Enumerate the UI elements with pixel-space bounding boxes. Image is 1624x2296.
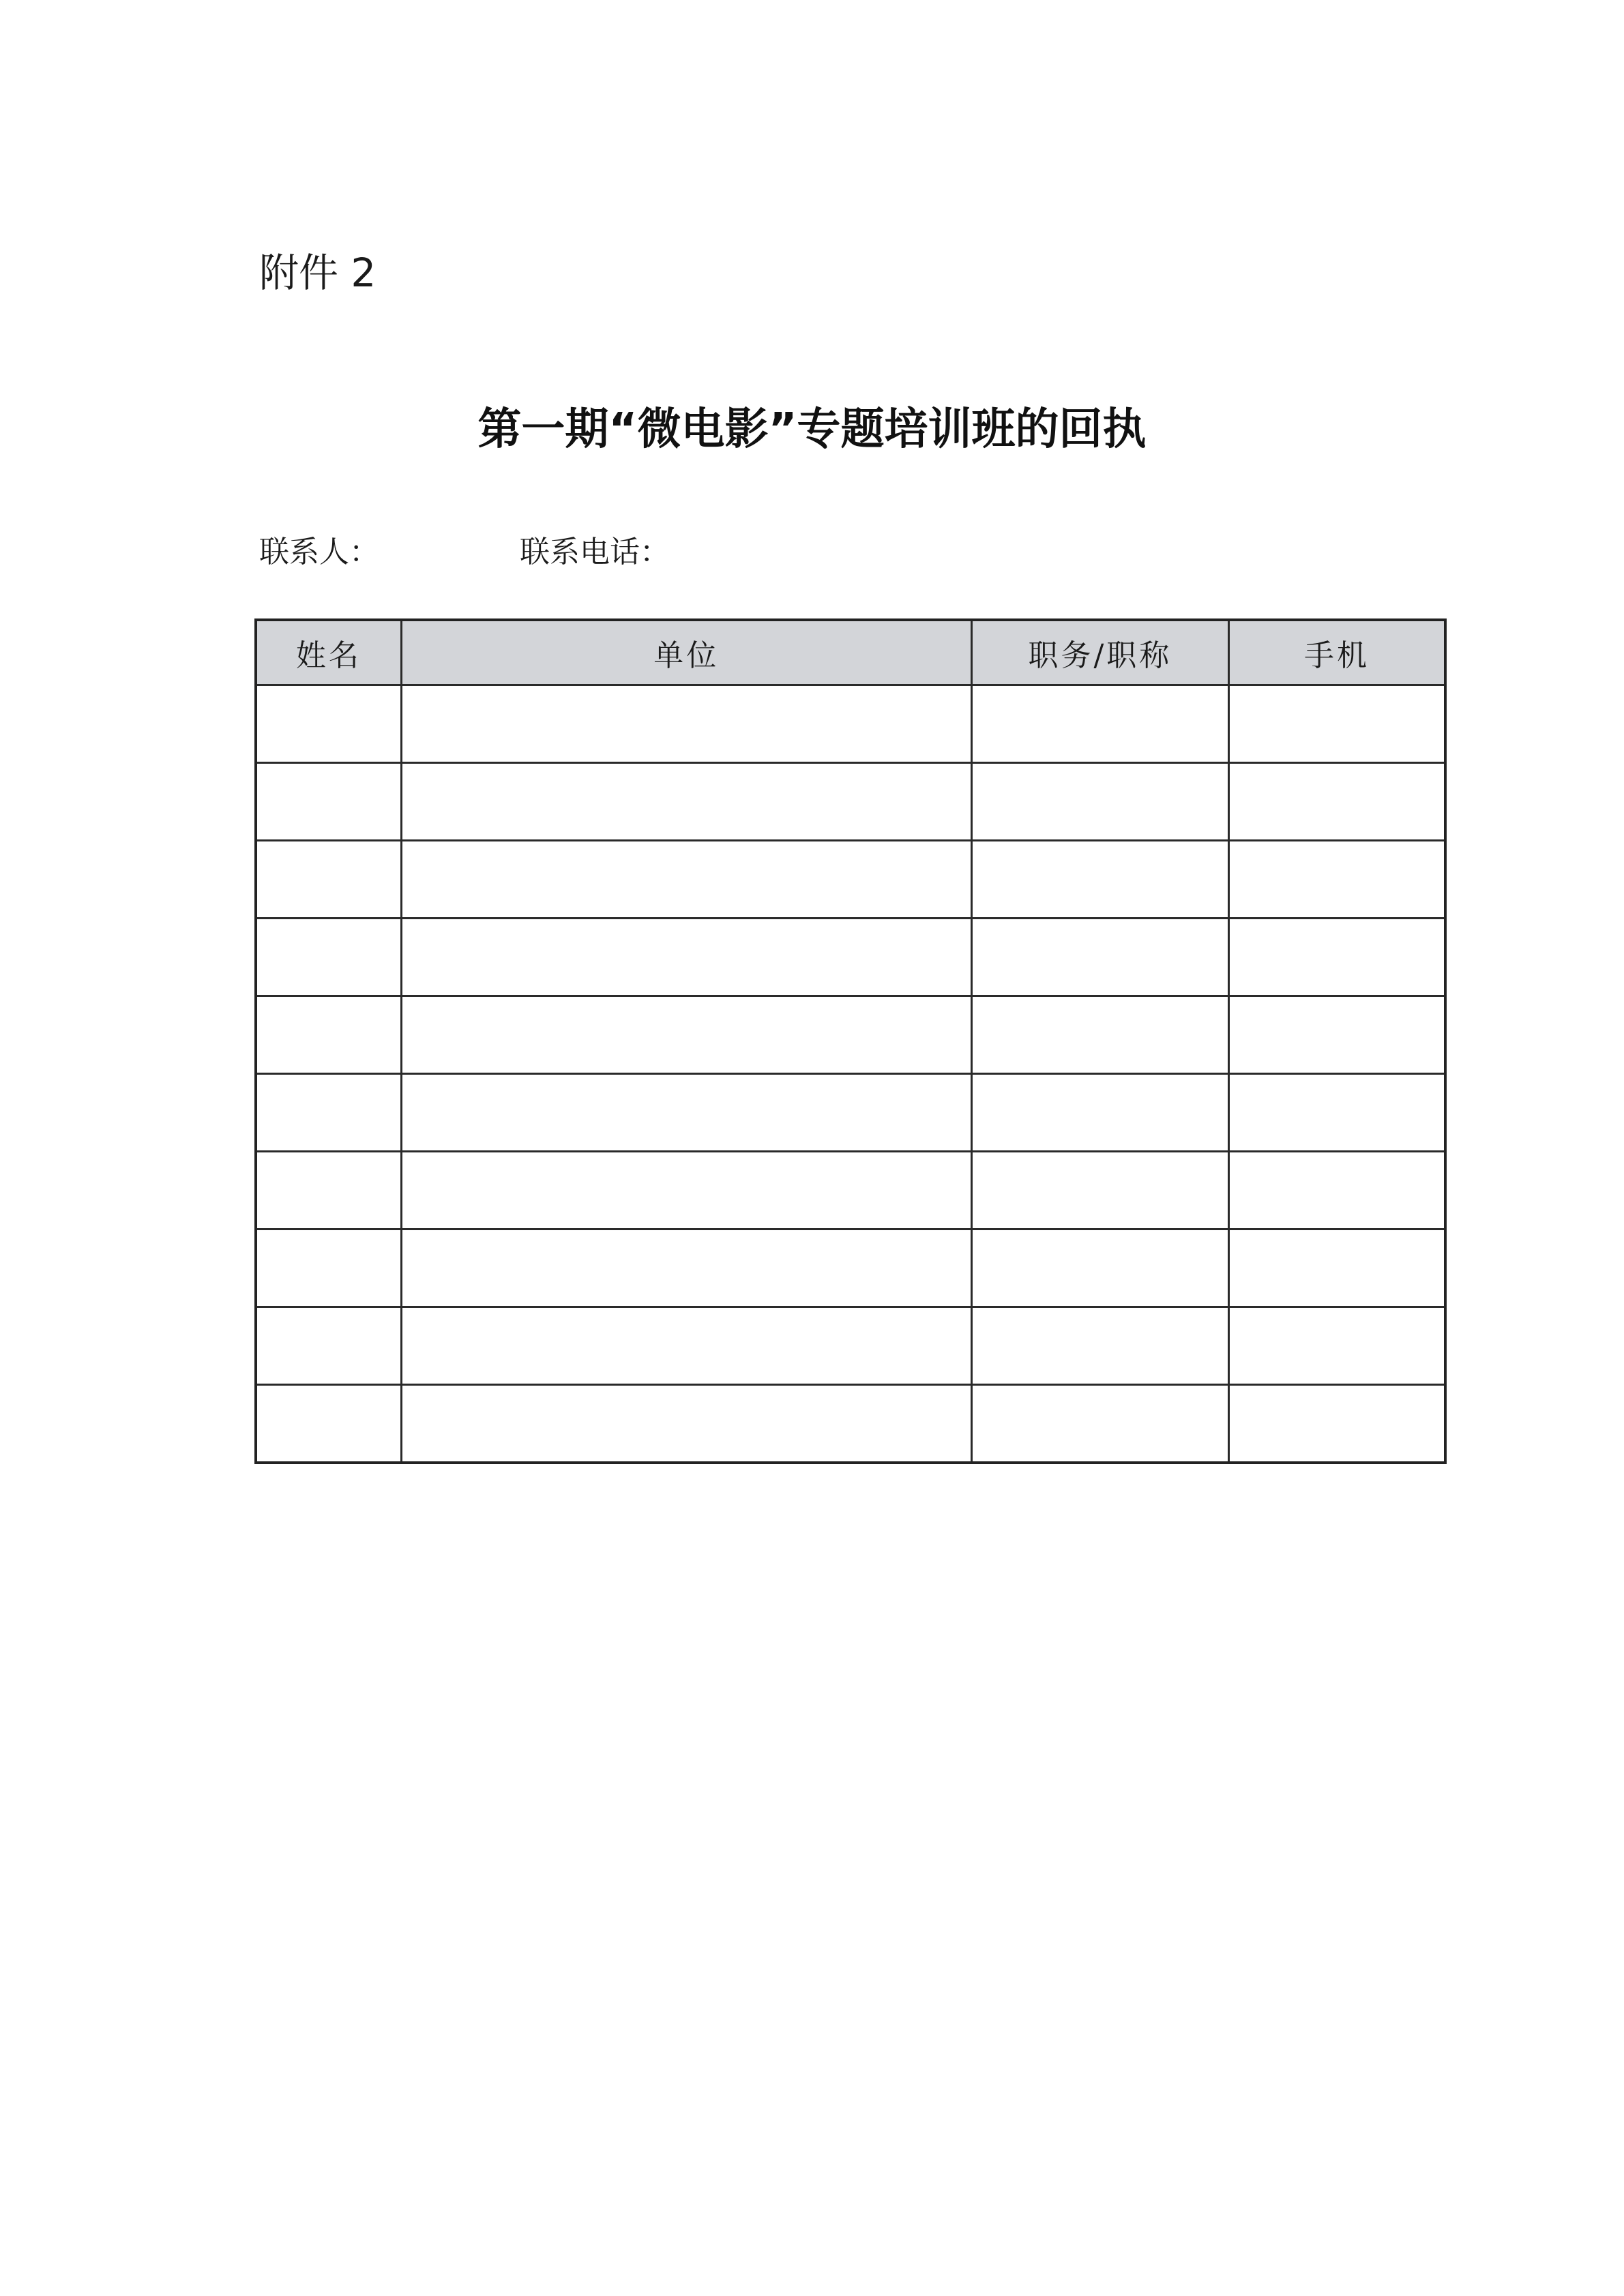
column-header-position: 职务/职称 <box>971 620 1228 685</box>
table-row <box>256 919 1445 996</box>
table-row <box>256 763 1445 841</box>
table-row <box>256 1307 1445 1385</box>
table-row <box>256 1385 1445 1463</box>
table-cell-mobile[interactable] <box>1229 685 1445 763</box>
table-cell-position[interactable] <box>971 1152 1228 1229</box>
table-cell-unit[interactable] <box>401 1229 971 1307</box>
table-cell-name[interactable] <box>256 996 401 1074</box>
table-cell-mobile[interactable] <box>1229 919 1445 996</box>
table-cell-name[interactable] <box>256 763 401 841</box>
table-cell-unit[interactable] <box>401 685 971 763</box>
contact-person-label: 联系人： <box>259 535 379 569</box>
table-cell-name[interactable] <box>256 685 401 763</box>
table-cell-unit[interactable] <box>401 919 971 996</box>
table-cell-position[interactable] <box>971 1074 1228 1152</box>
table-row <box>256 1229 1445 1307</box>
column-header-mobile: 手机 <box>1229 620 1445 685</box>
table-row <box>256 1152 1445 1229</box>
table-cell-unit[interactable] <box>401 1152 971 1229</box>
table-cell-unit[interactable] <box>401 841 971 919</box>
table-cell-name[interactable] <box>256 1074 401 1152</box>
table-row <box>256 841 1445 919</box>
registration-table <box>254 618 1447 1464</box>
table-cell-mobile[interactable] <box>1229 1307 1445 1385</box>
table-cell-position[interactable] <box>971 685 1228 763</box>
table-cell-name[interactable] <box>256 1229 401 1307</box>
table-header <box>256 620 1445 685</box>
table-cell-mobile[interactable] <box>1229 1152 1445 1229</box>
table-cell-mobile[interactable] <box>1229 996 1445 1074</box>
table-cell-unit[interactable] <box>401 763 971 841</box>
table-cell-unit[interactable] <box>401 1074 971 1152</box>
table-cell-mobile[interactable] <box>1229 763 1445 841</box>
table-body <box>256 685 1445 1463</box>
table-cell-name[interactable] <box>256 1152 401 1229</box>
table-row <box>256 685 1445 763</box>
column-header-name: 姓名 <box>256 620 401 685</box>
table-cell-position[interactable] <box>971 1307 1228 1385</box>
table-cell-position[interactable] <box>971 1385 1228 1463</box>
table-row <box>256 1074 1445 1152</box>
table-cell-position[interactable] <box>971 763 1228 841</box>
page-title: 第一期“微电影”专题培训班的回执 <box>477 404 1147 455</box>
table-cell-position[interactable] <box>971 841 1228 919</box>
table-cell-position[interactable] <box>971 919 1228 996</box>
table-cell-mobile[interactable] <box>1229 1229 1445 1307</box>
column-header-unit: 单位 <box>401 620 971 685</box>
table-cell-position[interactable] <box>971 1229 1228 1307</box>
table-header-row <box>256 620 1445 685</box>
table-cell-name[interactable] <box>256 1385 401 1463</box>
table-row <box>256 996 1445 1074</box>
table-cell-unit[interactable] <box>401 1307 971 1385</box>
table-cell-name[interactable] <box>256 841 401 919</box>
table-cell-position[interactable] <box>971 996 1228 1074</box>
table-cell-unit[interactable] <box>401 1385 971 1463</box>
table-cell-unit[interactable] <box>401 996 971 1074</box>
table-cell-mobile[interactable] <box>1229 841 1445 919</box>
contact-phone-label: 联系电话： <box>520 535 670 569</box>
table-cell-mobile[interactable] <box>1229 1074 1445 1152</box>
attachment-label: 附件 2 <box>259 250 377 296</box>
table-cell-mobile[interactable] <box>1229 1385 1445 1463</box>
table-cell-name[interactable] <box>256 1307 401 1385</box>
table-cell-name[interactable] <box>256 919 401 996</box>
